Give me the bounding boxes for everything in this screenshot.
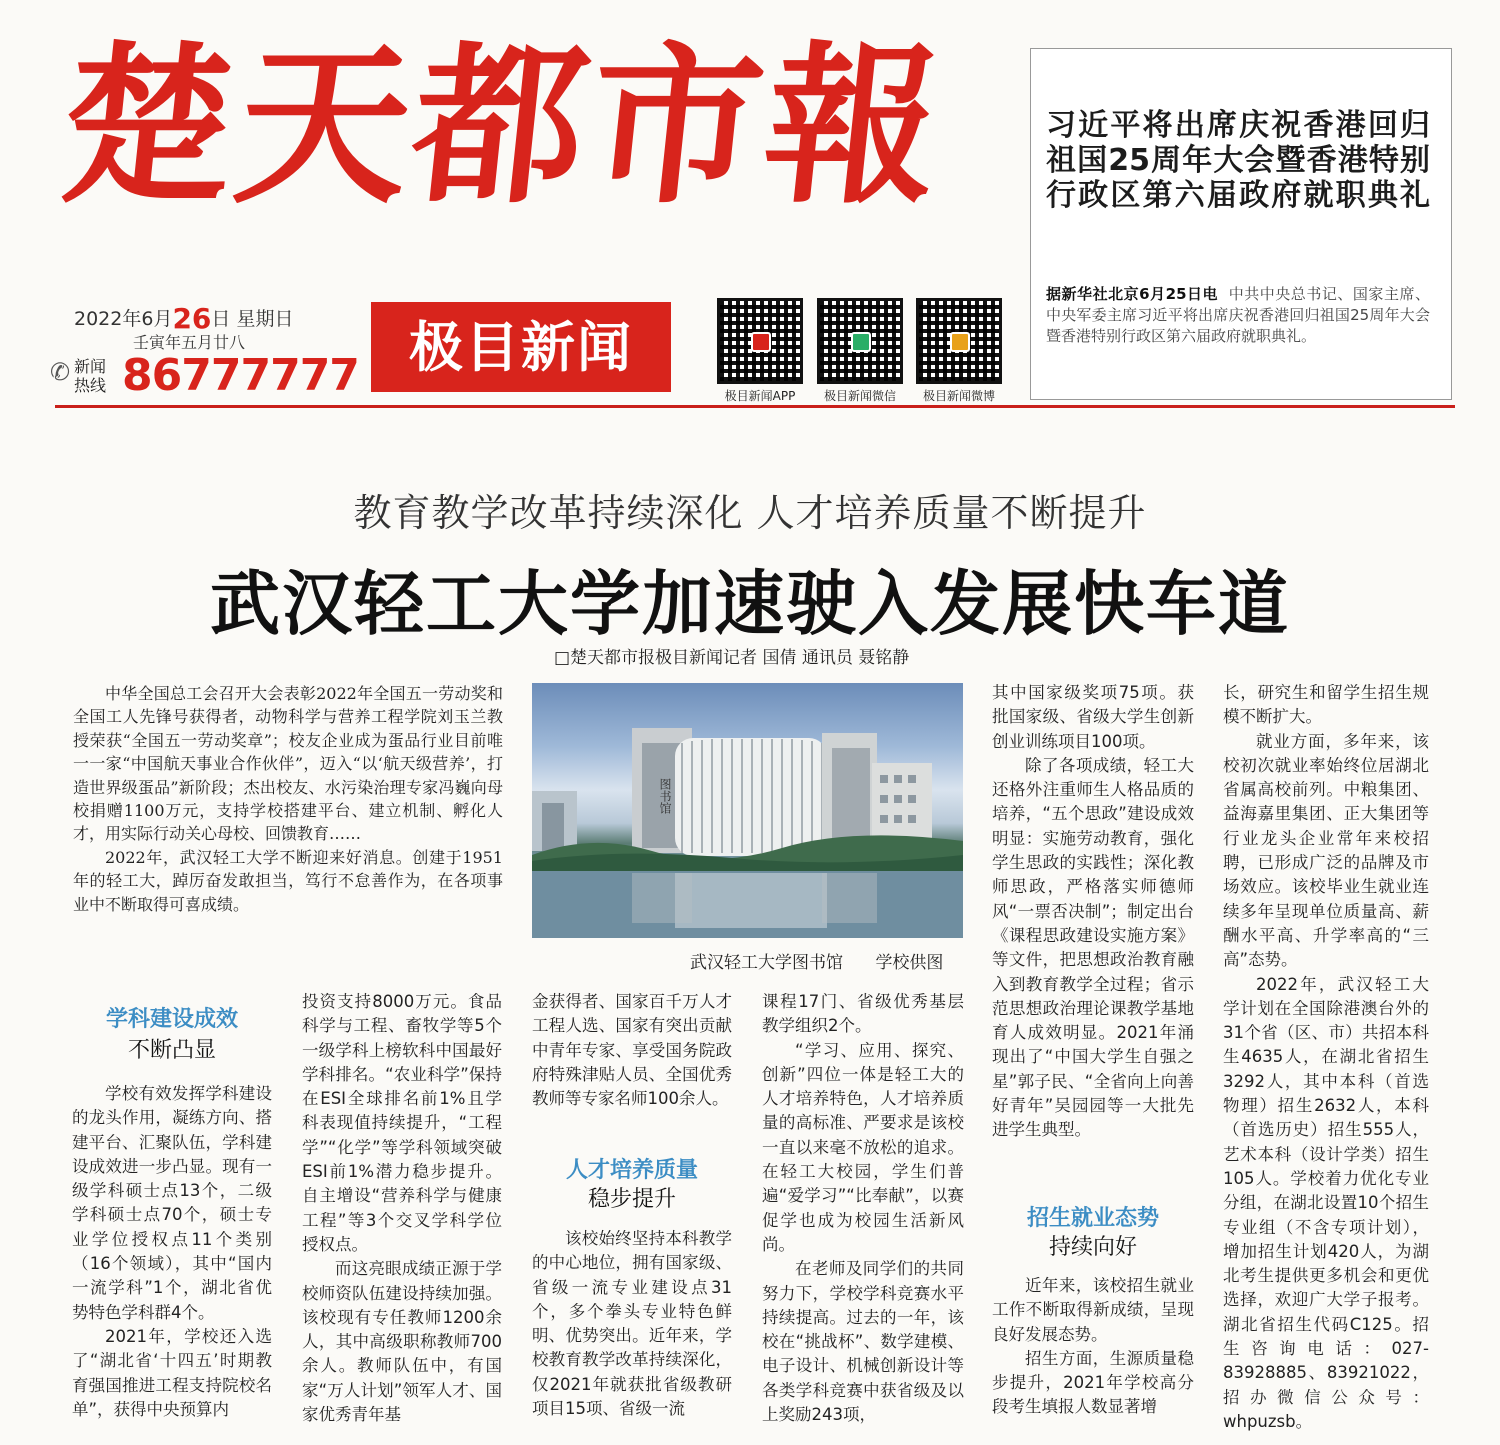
section-subtitle: 不断凸显 xyxy=(127,1038,216,1063)
jimu-app-icon xyxy=(751,332,771,352)
article-column-4: 课程17门、省级优秀基层教学组织2个。 “学习、应用、探究、创新”四位一体是轻工大的人才培养特色，人才培养质量的高标准、严要求是该校一直以来毫不放松的追求。在轻工大校园，学生们普遍“爱学习”“比奉献”，以赛促学也成为校园生活新风尚。 在老师及同学们的共同努力下，学校学科竞赛水平持续提高。过去的一年，该校在“挑战杯”、数学建模、电子设计、机械创新设计等各类学科竞赛中获省级及以上奖励243项， xyxy=(762,992,964,1425)
article-byline: □楚天都市报极目新闻记者 国倩 通讯员 聂铭静 xyxy=(554,648,910,668)
hotline-number: 86777777 xyxy=(122,350,359,401)
top-news-headline[interactable]: 习近平将出席庆祝香港回归祖国25周年大会暨香港特别行政区第六届政府就职典礼 xyxy=(1046,108,1430,213)
article-intro: 中华全国总工会召开大会表彰2022年全国五一劳动奖和全国工人先锋号获得者，动物科学与营养工程学院刘玉兰教授荣获“全国五一劳动奖章”；校友企业成为蛋品行业目前唯一一家“中国航天事业合作伙伴”，迈入“以‘航天级营养’，打造世界级蛋品”新阶段；杰出校友、水污染治理专家冯巍向母校捐赠1100万元，支持学校搭建平台、建立机制、孵化人才，用实际行动关心母校、回馈教育…… 2022年，武汉轻工大学不断迎来好消息。创建于1951年的轻工大，踔厉奋发敢担当，笃行不怠善作为，在各项事业中不断取得可喜成绩。 xyxy=(73,684,503,914)
masthead-rule xyxy=(55,405,1455,408)
top-news-lead: 据新华社北京6月25日电 中共中央总书记、国家主席、中央军委主席习近平将出席庆祝香港回归祖国25周年大会暨香港特别行政区第六届政府就职典礼。 xyxy=(1046,285,1430,345)
qr-code-app[interactable] xyxy=(717,298,803,384)
section-title: 学科建设成效 xyxy=(105,1007,238,1032)
qr-label: 极目新闻APP xyxy=(724,389,796,403)
article-column-3: 金获得者、国家百千万人才工程人选、国家有突出贡献中青年专家、享受国务院政府特殊津贴人员、全国优秀教师等专家名师100余人。 xyxy=(532,992,732,1109)
photo-caption: 武汉轻工大学图书馆 学校供图 xyxy=(690,953,944,973)
section-subtitle: 稳步提升 xyxy=(587,1187,676,1212)
library-sign: 图书馆 xyxy=(658,778,672,814)
section-title: 招生就业态势 xyxy=(1026,1206,1159,1231)
phone-icon: ✆ xyxy=(50,358,71,386)
qr-label: 极目新闻微博 xyxy=(922,389,995,403)
article-column-1: 学校有效发挥学科建设的龙头作用，凝练方向、搭建平台、汇聚队伍，学科建设成效进一步凸显。现有一级学科硕士点13个，二级学科硕士点70个，硕士专业学位授权点11个类别（16个领域），其中“国内一流学科”1个，湖北省优势特色学科群4个。 2021年，学校还入选了“湖北省‘十四五’时期教育强国推进工程支持院校名单”，获得中央预算内 xyxy=(72,1084,272,1419)
section-title: 人才培养质量 xyxy=(565,1158,698,1183)
hotline-label: 新闻热线 xyxy=(74,357,107,395)
article-headline[interactable]: 武汉轻工大学加速驶入发展快车道 xyxy=(210,563,1290,645)
qr-code-wechat[interactable] xyxy=(817,298,903,384)
article-column-5: 其中国家级奖项75项。获批国家级、省级大学生创新创业训练项目100项。 除了各项成绩，轻工大还格外注重师生人格品质的培养，“五个思政”建设成效明显：实施劳动教育，强化学生思政的实践性；深化教师思政，严格落实师德师风“一票否决制”；制定出台《课程思政建设实施方案》等文件，把思想政治教育融入到教育教学全过程；省示范思想政治理论课教学基地育人成效明显。2021年涌现出了“中国大学生自强之星”郭子民、“全省向上向善好青年”吴园园等一大批先进学生典型。 xyxy=(992,683,1194,1140)
masthead-logo: 楚天都市報 xyxy=(51,24,953,227)
lunar-date: 壬寅年五月廿八 xyxy=(133,333,246,352)
issue-date: 2022年6月26日 星期日 xyxy=(74,302,294,335)
qr-code-weibo[interactable] xyxy=(916,298,1002,384)
top-news-box xyxy=(1030,48,1452,400)
article-column-5b: 近年来，该校招生就业工作不断取得新成绩，呈现良好发展态势。 招生方面，生源质量稳步提升，2021年学校高分段考生填报人数显著增 xyxy=(992,1276,1194,1417)
section-subtitle: 持续向好 xyxy=(1048,1235,1137,1260)
wechat-icon xyxy=(851,332,871,352)
weibo-icon xyxy=(950,332,970,352)
article-column-2: 投资支持8000万元。食品科学与工程、畜牧学等5个一级学科上榜软科中国最好学科排名。“农业科学”保持在ESI全球排名前1%且学科表现值持续提升，“工程学”“化学”等学科领域突破ESI前1%潜力稳步提升。自主增设“营养科学与健康工程”等3个交叉学科学位授权点。 而这亮眼成绩正源于学校师资队伍建设持续加强。该校现有专任教师1200余人，其中高级职称教师700余人。教师队伍中，有国家“万人计划”领军人才、国家优秀青年基 xyxy=(302,992,502,1425)
article-kicker: 教育教学改革持续深化 人才培养质量不断提升 xyxy=(353,491,1147,535)
article-column-3b: 该校始终坚持本科教学的中心地位，拥有国家级、省级一流专业建设点31个，多个拳头专业特色鲜明、优势突出。近年来，学校教育教学改革持续深化，仅2021年就获批省级教研项目15项、省级一流 xyxy=(532,1229,732,1419)
brand-logo: 极目新闻 xyxy=(371,302,671,392)
library-photo xyxy=(532,683,963,938)
article-column-6: 长，研究生和留学生招生规模不断扩大。 就业方面，多年来，该校初次就业率始终位居湖北省属高校前列。中粮集团、益海嘉里集团、正大集团等行业龙头企业常年来校招聘，已形成广泛的品牌及市场效应。该校毕业生就业连续多年呈现单位质量高、薪酬水平高、升学率高的“三高”态势。 2022年，武汉轻工大学计划在全国除港澳台外的31个省（区、市）共招本科生4635人，在湖北省招生3292人，其中本科（首选物理）招生2632人，本科（首选历史）招生555人，艺术本科（设计学类）招生105人。学校着力优化专业分组，在湖北设置10个招生专业组（不含专项计划），增加招生计划420人，为湖北考生提供更多机会和更优选择，欢迎广大学子报考。湖北省招生代码C125。招生咨询电话：027-83928885、83921022，招办微信公众号：whpuzsb。 xyxy=(1223,683,1429,1431)
qr-label: 极目新闻微信 xyxy=(823,389,896,403)
